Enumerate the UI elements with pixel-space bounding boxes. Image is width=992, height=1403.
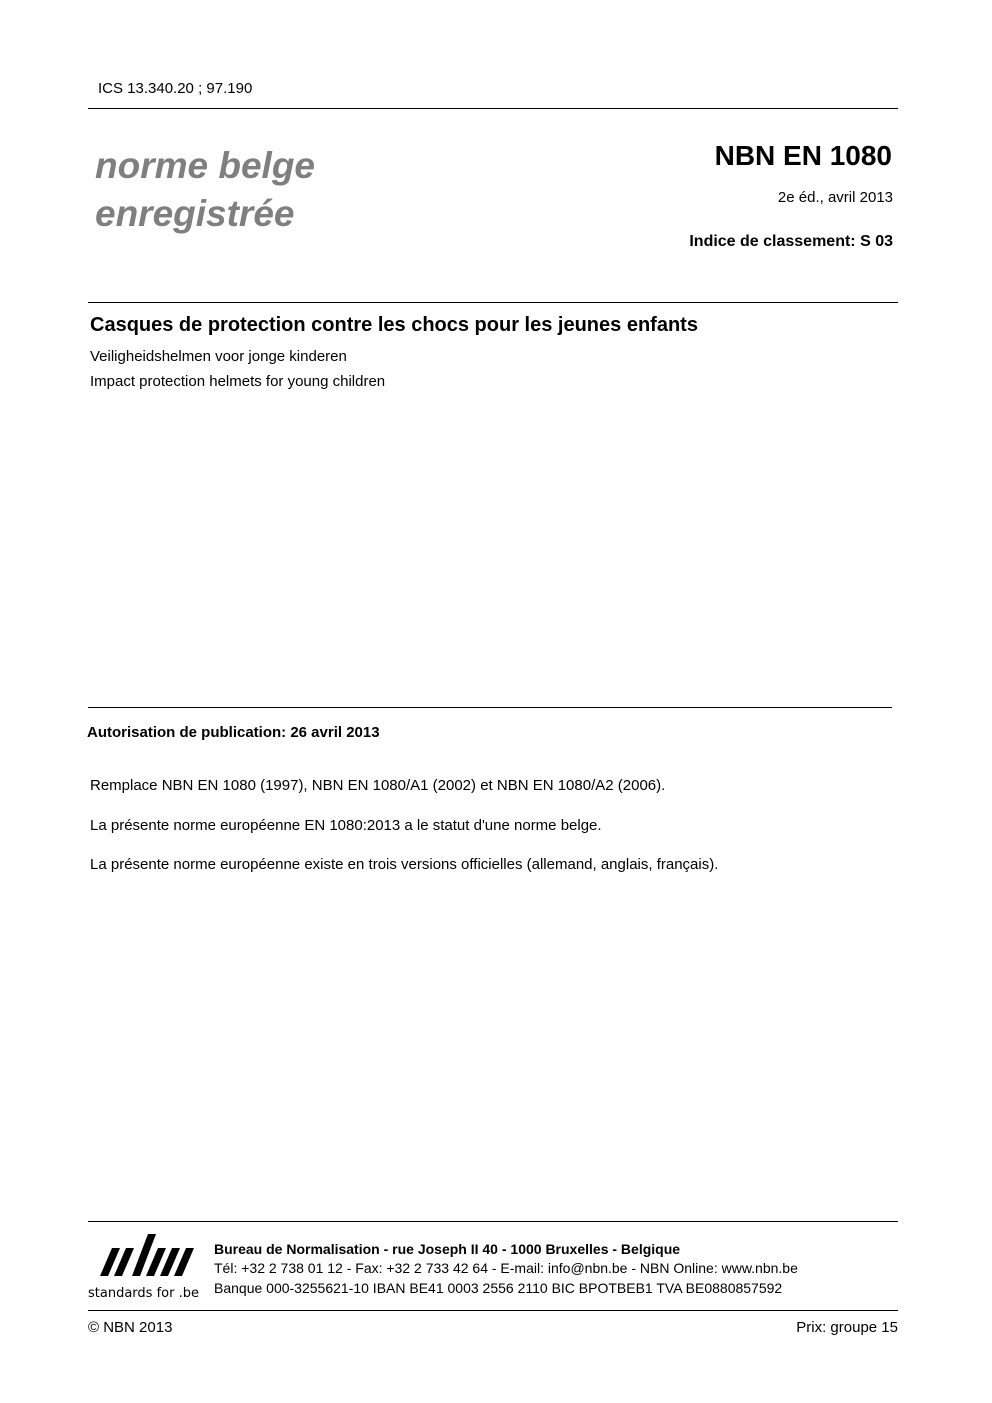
price-group: Prix: groupe 15 <box>796 1319 898 1336</box>
logo-caption: standards for .be <box>88 1286 199 1301</box>
bureau-address: Bureau de Normalisation - rue Joseph II 40 - 1000 Bruxelles - Belgique <box>214 1241 681 1257</box>
title-dutch: Veiligheidshelmen voor jonge kinderen <box>90 348 347 365</box>
nbn-logo <box>88 1228 200 1306</box>
footer-divider <box>88 1221 898 1222</box>
copyright: © NBN 2013 <box>88 1319 173 1336</box>
brand-title <box>95 142 315 238</box>
replacement-note: Remplace NBN EN 1080 (1997), NBN EN 1080/A1 (2002) et NBN EN 1080/A2 (2006). <box>90 777 666 794</box>
publication-divider <box>88 707 892 708</box>
bottom-divider <box>88 1310 898 1311</box>
bureau-bank: Banque 000-3255621-10 IBAN BE41 0003 2556 2110 BIC BPOTBEB1 TVA BE0880857592 <box>214 1280 783 1296</box>
standard-number: NBN EN 1080 <box>714 140 892 171</box>
ics-code: ICS 13.340.20 ; 97.190 <box>98 80 253 97</box>
classification-index: Indice de classement: S 03 <box>689 233 893 250</box>
edition: 2e éd., avril 2013 <box>777 189 893 206</box>
title-english: Impact protection helmets for young children <box>90 373 386 390</box>
versions-note: La présente norme européenne existe en trois versions officielles (allemand, anglais, français). <box>90 856 719 873</box>
brand-line-1: norme belge <box>95 145 315 186</box>
status-note: La présente norme européenne EN 1080:2013 a le statut d'une norme belge. <box>90 817 602 834</box>
publication-authorisation: Autorisation de publication: 26 avril 2013 <box>87 724 380 741</box>
brand-line-2: enregistrée <box>95 193 295 234</box>
nbn-logo-mark <box>88 1228 200 1284</box>
header-divider <box>88 108 898 109</box>
title-divider <box>88 302 898 303</box>
title-french: Casques de protection contre les chocs pour les jeunes enfants <box>90 314 698 336</box>
bureau-contact: Tél: +32 2 738 01 12 - Fax: +32 2 733 42 64 - E-mail: info@nbn.be - NBN Online: www.nbn.be <box>214 1260 798 1276</box>
